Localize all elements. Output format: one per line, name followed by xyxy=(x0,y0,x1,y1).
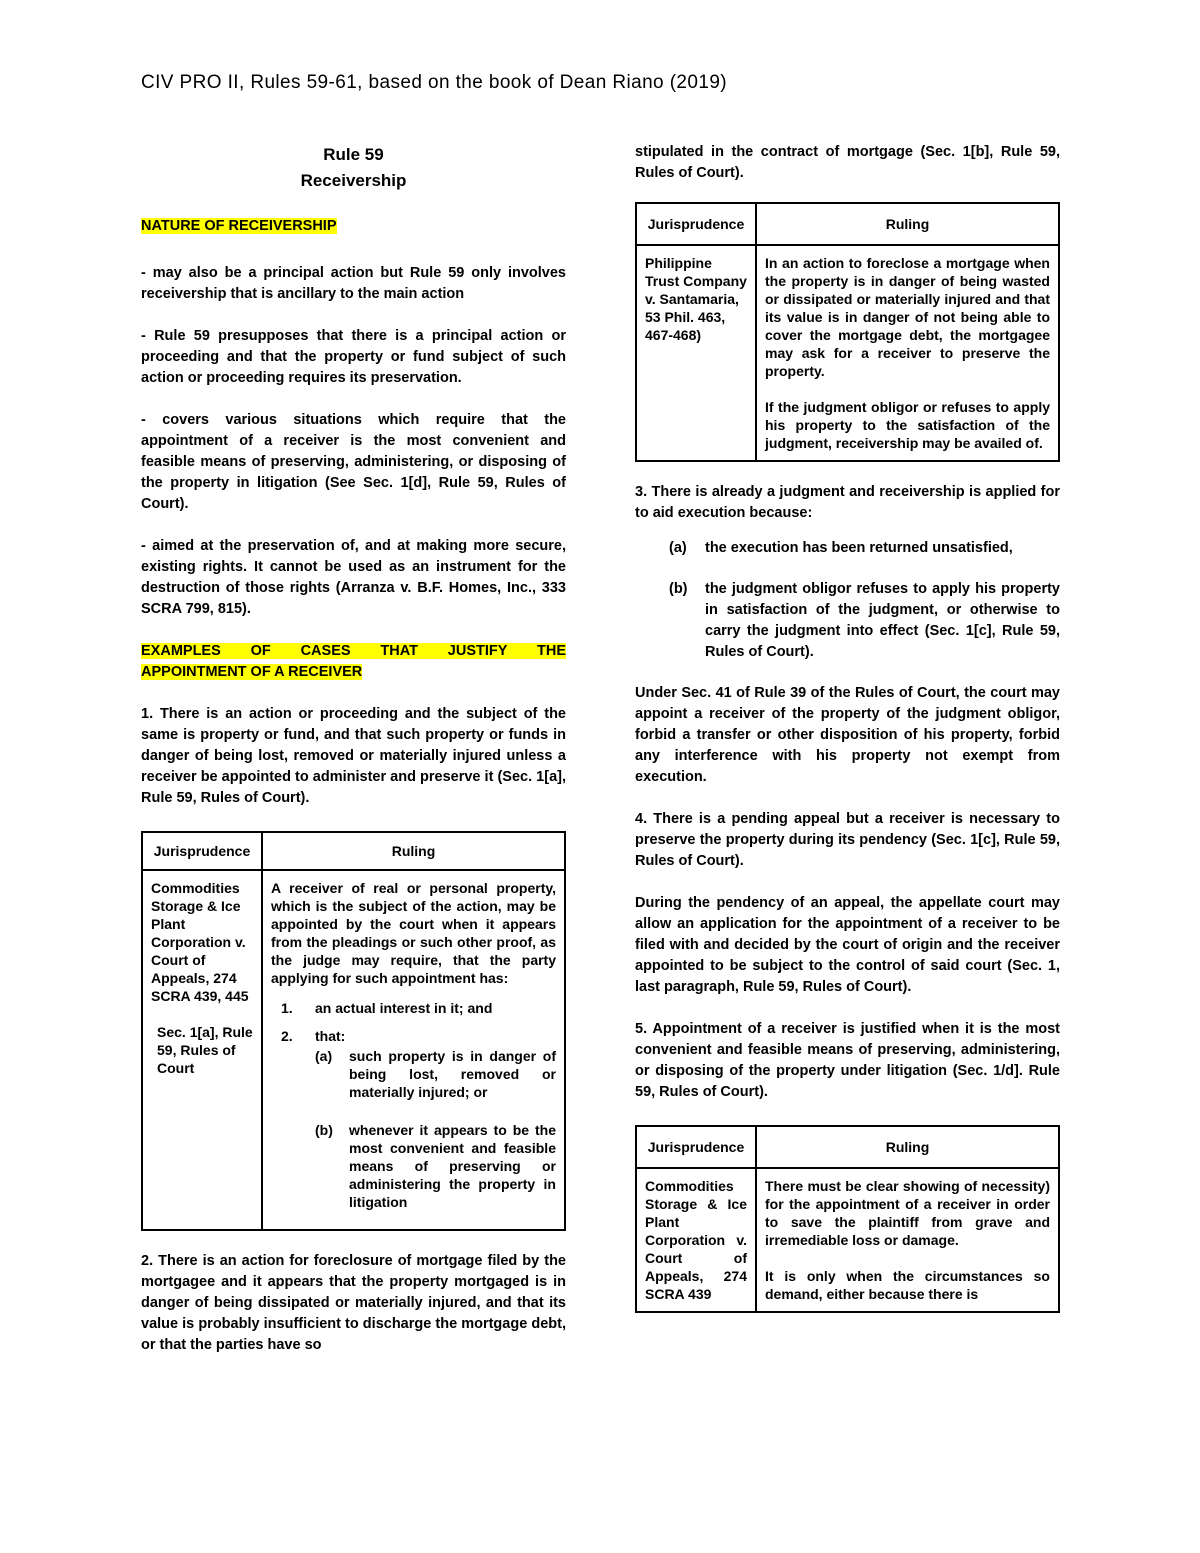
nature-paragraph-2: - Rule 59 presupposes that there is a principal action or proceeding and that the property or fund subject of such action or proceeding requires its preservation. xyxy=(141,328,566,386)
appeal-paragraph: During the pendency of an appeal, the appellate court may allow an application for the appointment of a receiver to be filed with and decided by the court of origin and the receiver appointed to be subject to the control of said court (Sec. 1, last paragraph, Rule 59, Rules of Court). xyxy=(635,895,1060,995)
rule-name: Receivership xyxy=(300,171,407,190)
sub-item-a: (a) such property is in danger of being lost, removed or materially injured; or xyxy=(315,1048,556,1100)
continued-text: stipulated in the contract of mortgage (Sec. 1[b], Rule 59, Rules of Court). xyxy=(635,144,1060,181)
example-3-list xyxy=(635,538,1060,663)
table-header-jurisprudence: Jurisprudence xyxy=(636,1126,756,1168)
list-item: 1. an actual interest in it; and xyxy=(281,1000,493,1016)
table-header-ruling: Ruling xyxy=(756,1126,1059,1168)
right-column xyxy=(635,142,1060,1313)
ruling-text: In an action to foreclose a mortgage when the property is in danger of being wasted or dissipated or materially injured and that its value is in danger of not being able to cover the mortgage debt, the mortgagee may ask for a receiver to preserve the property. xyxy=(765,255,1050,379)
ruling-text-2: It is only when the circumstances so demand, either because there is xyxy=(765,1268,1050,1302)
example-4: 4. There is a pending appeal but a receiver is necessary to preserve the property during its pendency (Sec. 1[c], Rule 59, Rules of Court). xyxy=(635,811,1060,869)
list-item: (a) the execution has been returned unsatisfied, xyxy=(669,540,1013,556)
example-3: 3. There is already a judgment and receivership is applied for to aid execution because: xyxy=(635,484,1060,521)
page-header: CIV PRO II, Rules 59-61, based on the book of Dean Riano (2019) xyxy=(141,72,728,93)
case-citation: Philippine Trust Company v. Santamaria, 53 Phil. 463, 467-468) xyxy=(645,255,747,343)
nature-paragraph-3: - covers various situations which require that the appointment of a receiver is the most convenient and feasible means of preserving, administering, or disposing of the property in litigation (See Sec. 1[d], Rule 59, Rules of Court). xyxy=(141,412,566,512)
requirements-list xyxy=(271,999,556,1211)
section-citation: Sec. 1[a], Rule 59, Rules of Court xyxy=(157,1024,253,1076)
table-header-jurisprudence: Jurisprudence xyxy=(142,832,262,870)
nature-paragraph-4: - aimed at the preservation of, and at making more secure, existing rights. It cannot be used as an instrument for the destruction of those rights (Arranza v. B.F. Homes, Inc., 333 SCRA 799, 815). xyxy=(141,538,566,617)
ruling-text: A receiver of real or personal property, which is the subject of the action, may be appointed by the court when it appears from the pleadings or such other proof, as the judge may require, that the party applying for such appointment has: xyxy=(271,880,556,986)
table-header-jurisprudence: Jurisprudence xyxy=(636,203,756,245)
example-1: 1. There is an action or proceeding and the subject of the same is property or fund, and that such property or funds in danger of being lost, removed or materially injured unless a receiver be appointed to administer and preserve it (Sec. 1[a], Rule 59, Rules of Court). xyxy=(141,706,566,806)
table-header-ruling: Ruling xyxy=(262,832,565,870)
examples-heading-line2: APPOINTMENT OF A RECEIVER xyxy=(141,664,363,680)
nature-paragraph-1: - may also be a principal action but Rule 59 only involves receivership that is ancillary to the main action xyxy=(141,265,566,302)
case-citation: Commodities Storage & Ice Plant Corporation v. Court of Appeals, 274 SCRA 439, 445 xyxy=(151,880,249,1004)
jurisprudence-table-2 xyxy=(635,202,1060,462)
ruling-text: There must be clear showing of necessity) for the appointment of a receiver in order to save the plaintiff from grave and irremediable loss or damage. xyxy=(765,1178,1050,1248)
jurisprudence-table-1 xyxy=(141,831,566,1231)
ruling-text-2: If the judgment obligor or refuses to apply his property to the satisfaction of the judgment, receivership may be availed of. xyxy=(765,399,1050,451)
case-citation: Commodities Storage & Ice Plant Corporation v. Court of Appeals, 274 SCRA 439 xyxy=(645,1178,747,1302)
nature-heading: NATURE OF RECEIVERSHIP xyxy=(141,218,337,234)
sub-item-b: (b) whenever it appears to be the most convenient and feasible means of preserving or administering the property in litigation xyxy=(315,1122,556,1210)
example-5: 5. Appointment of a receiver is justified when it is the most convenient and feasible means of preserving, administering, or disposing of the property under litigation (Sec. 1/d]. Rule 59, Rules of Court). xyxy=(635,1021,1060,1100)
table-header-ruling: Ruling xyxy=(756,203,1059,245)
sec41-paragraph: Under Sec. 41 of Rule 39 of the Rules of Court, the court may appoint a receiver of the property of the judgment obligor, forbid a transfer or other disposition of his property, forbid any interference with his property not exempt from execution. xyxy=(635,685,1060,785)
example-2: 2. There is an action for foreclosure of mortgage filed by the mortgagee and it appears that the property mortgaged is in danger of being dissipated or materially injured, and that its value is probably insufficient to discharge the mortgage debt, or that the parties have so xyxy=(141,1253,566,1353)
list-item: 2. that: (a) such property is in danger of being lost, removed or materially injured; or (b) whenever it appears to be the most convenient and feasible means of preserving or administering the property in litigation xyxy=(281,1028,556,1210)
list-item: (b) the judgment obligor refuses to apply his property in satisfaction of the judgment, or otherwise to carry the judgment into effect (Sec. 1[c], Rule 59, Rules of Court). xyxy=(669,581,1060,660)
examples-heading-line1: EXAMPLES OF CASES THAT JUSTIFY THE xyxy=(141,643,566,659)
rule-number: Rule 59 xyxy=(323,145,384,164)
jurisprudence-table-3 xyxy=(635,1125,1060,1313)
left-column xyxy=(141,142,566,1356)
